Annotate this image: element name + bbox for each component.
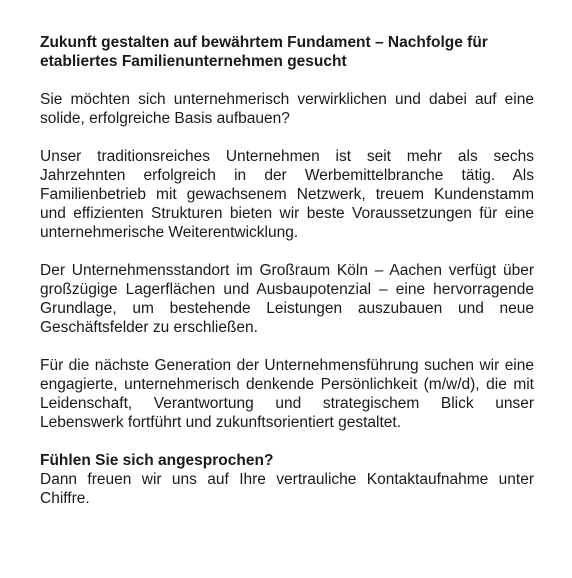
cta-body: Dann freuen wir uns auf Ihre vertrauliche Kontaktaufnahme unter Chiffre.: [40, 471, 534, 507]
succession-paragraph: Für die nächste Generation der Unternehmensführung suchen wir eine engagierte, unternehmerisch denkende Persönlichkeit (m/w/d), die mit Leidenschaft, Verantwortung und strategischem Blick unser Lebenswerk fortführt und zukunftsorientiert gestaltet.: [40, 357, 534, 431]
document-page: [40, 33, 534, 508]
intro-paragraph: Sie möchten sich unternehmerisch verwirklichen und dabei auf eine solide, erfolgreiche Basis aufbauen?: [40, 91, 534, 127]
document-title: Zukunft gestalten auf bewährtem Fundament – Nachfolge für etabliertes Familienunternehmen gesucht: [40, 34, 488, 70]
location-paragraph: Der Unternehmensstandort im Großraum Köln – Aachen verfügt über großzügige Lagerflächen und Ausbaupotenzial – eine hervorragende Grundlage, um bestehende Leistungen auszubauen und neue Geschäftsfelder zu erschließen.: [40, 262, 534, 336]
company-paragraph: Unser traditionsreiches Unternehmen ist seit mehr als sechs Jahrzehnten erfolgreich in der Werbemittelbranche tätig. Als Familienbetrieb mit gewachsenem Netzwerk, treuem Kundenstamm und effizienten Strukturen bieten wir beste Voraussetzungen für eine unternehmerische Weiterentwicklung.: [40, 148, 534, 241]
cta-heading: Fühlen Sie sich angesprochen?: [40, 452, 274, 469]
